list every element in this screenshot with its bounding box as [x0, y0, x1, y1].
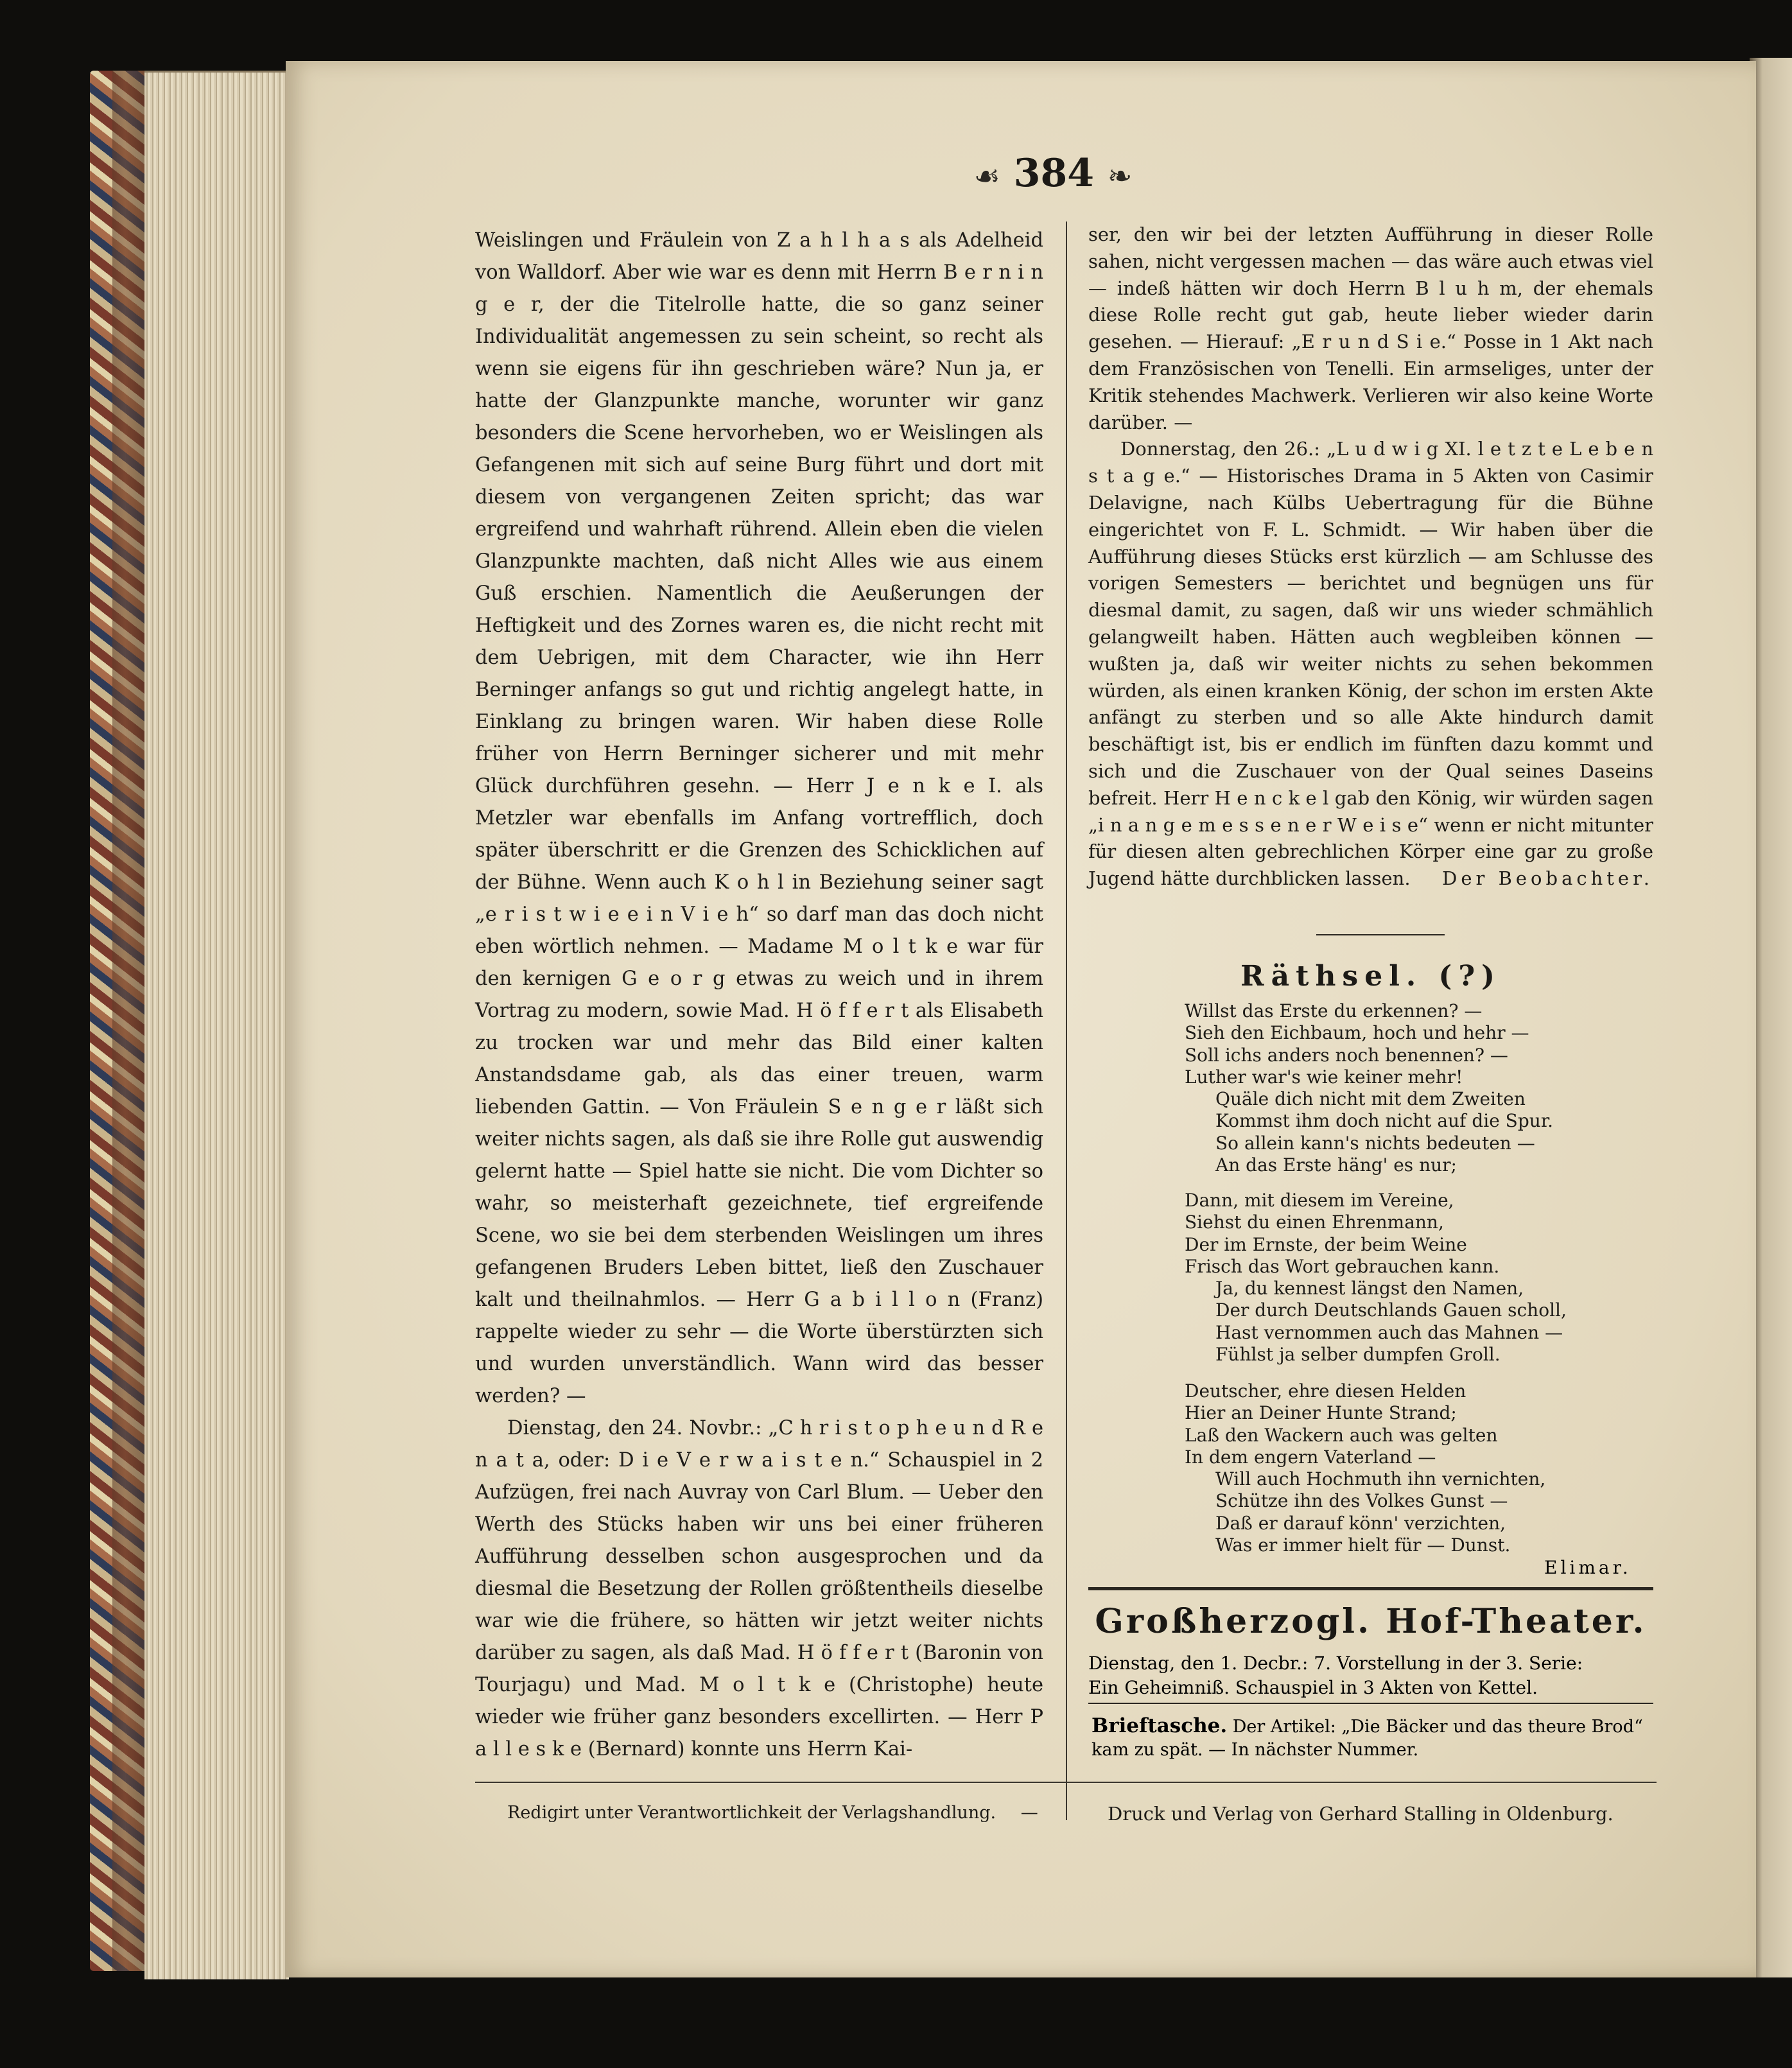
poem-line: Kommst ihm doch nicht auf die Spur.: [1215, 1110, 1554, 1132]
section-rule: [1316, 934, 1445, 935]
poem-line: In dem engern Vaterland —: [1185, 1446, 1436, 1468]
right-column-paragraph: Donnerstag, den 26.: „L u d w i g XI. l e t z t e L e b e n s t a g e.“ — Historisches Drama in 5 Akten von Casimir Delavigne, nach Külbs Uebertragung für die Bühne eingerichtet von F. L. Schmidt. — Wir haben über die Aufführung dieses Stücks erst kürzlich — am Schlusse des vorigen Semesters — berichtet und begnügen uns für diesmal damit, zu sagen, daß wir uns wieder schmählich gelangweilt haben. Hätten auch wegbleiben können — wußten ja, daß wir weiter nichts zu sehen bekommen würden, als einen kranken König, der schon im ersten Akte anfängt zu sterben und so alle Akte hindurch damit beschäftigt ist, bis er endlich im fünften dazu kommt und sich und die Zuschauer von der Qual seines Daseins befreit. Herr H e n c k e l gab den König, wir würden sagen „i n a n g e m e s s e n e r W e i s e“ wenn er nicht mitunter für diesen alten gebrechlichen Körper eine gar zu große Jugend hätte durchblicken lassen.: [1088, 438, 1653, 890]
briefkasten-text: Der Artikel: „Die Bäcker und das theure Brod“ kam zu spät. — In nächster Nummer.: [1092, 1717, 1643, 1760]
page-number: 384: [1013, 151, 1094, 196]
footer-dash: —: [1020, 1803, 1038, 1823]
footer-publisher: Druck und Verlag von Gerhard Stalling in Oldenburg.: [1108, 1803, 1614, 1825]
footer-editor-text: Redigirt unter Verantwortlichkeit der Verlagshandlung.: [507, 1803, 996, 1823]
right-column-paragraph: ser, den wir bei der letzten Aufführung in dieser Rolle sahen, nicht vergessen machen — das wäre auch etwas viel — indeß hätten wir doch Herrn B l u h m, der ehemals diese Rolle recht gut gab, heute lieber wieder darin gesehen. — Hierauf: „E r u n d S i e.“ Posse in 1 Akt nach dem Französischen von Tenelli. Ein armseliges, unter der Kritik stehendes Machwerk. Verlieren wir also keine Worte darüber. —: [1088, 223, 1653, 433]
briefkasten-label: Brieftasche.: [1092, 1714, 1228, 1737]
poem-line: Der durch Deutschlands Gauen scholl,: [1215, 1299, 1567, 1321]
riddle-stanza-3: [1185, 1380, 1545, 1556]
poem-line: Fühlst ja selber dumpfen Groll.: [1215, 1344, 1501, 1366]
theater-line: Ein Geheimniß. Schauspiel in 3 Akten von Kettel.: [1088, 1677, 1538, 1698]
poem-line: So allein kann's nichts bedeuten —: [1215, 1132, 1535, 1154]
poem-line: Sieh den Eichbaum, hoch und hehr —: [1185, 1022, 1529, 1044]
poem-line: An das Erste häng' es nur;: [1215, 1154, 1457, 1176]
book-spine-band: [112, 71, 144, 1971]
page-block-edges: [144, 71, 289, 1979]
ornament-right-icon: ❧: [1107, 159, 1133, 193]
poem-line: Willst das Erste du erkennen? —: [1185, 1000, 1483, 1021]
left-column-paragraph: Dienstag, den 24. Novbr.: „C h r i s t o p h e u n d R e n a t a, oder: D i e V e r w a i s t e n.“ Schauspiel in 2 Aufzügen, frei nach Auvray von Carl Blum. — Ueber den Werth des Stücks haben wir uns bei einer früheren Aufführung desselben schon ausgesprochen und da diesmal die Besetzung der Rollen größtentheils dieselbe war wie die frühere, so hätten wir jetzt weiter nichts darüber zu sagen, als daß Mad. H ö f f e r t (Baronin von Tourjagu) und Mad. M o l t k e (Christophe) heute wieder wie früher ganz besonders excellirten. — Herr P a l l e s k e (Bernard) konnte uns Herrn Kai-: [475, 1417, 1043, 1760]
poem-line: Was er immer hielt für — Dunst.: [1215, 1534, 1511, 1556]
ornament-left-icon: ☙: [973, 159, 1000, 193]
theater-listing: [1088, 1651, 1653, 1700]
poem-line: Ja, du kennest längst den Namen,: [1215, 1278, 1524, 1299]
column-divider: [1066, 222, 1067, 1820]
theater-line: Dienstag, den 1. Decbr.: 7. Vorstellung in der 3. Serie:: [1088, 1653, 1583, 1674]
right-column: [1088, 222, 1653, 892]
poem-line: Der im Ernste, der beim Weine: [1185, 1233, 1467, 1255]
poem-line: Luther war's wie keiner mehr!: [1185, 1066, 1463, 1088]
poem-line: Schütze ihn des Volkes Gunst —: [1215, 1490, 1508, 1512]
poem-line: Dann, mit diesem im Vereine,: [1185, 1190, 1454, 1211]
review-signature: Der Beobachter.: [1442, 867, 1653, 889]
briefkasten: [1092, 1714, 1657, 1762]
poem-line: Soll ichs anders noch benennen? —: [1185, 1044, 1508, 1066]
poem-line: Hier an Deiner Hunte Strand;: [1185, 1402, 1457, 1424]
riddle-stanza-2: [1185, 1190, 1567, 1366]
riddle-signature: Elimar.: [1544, 1557, 1631, 1578]
poem-line: Quäle dich nicht mit dem Zweiten: [1215, 1088, 1526, 1110]
riddle-stanza-1: [1185, 1000, 1553, 1176]
poem-line: Siehst du einen Ehrenmann,: [1185, 1212, 1444, 1233]
left-column-paragraph: Weislingen und Fräulein von Z a h l h a s als Adelheid von Walldorf. Aber wie war es denn mit Herrn B e r n i n g e r, der die Titelrolle hatte, die so ganz seiner Individualität angemessen zu sein scheint, so recht als wenn sie eigens für ihn geschrieben wäre? Nun ja, er hatte der Glanzpunkte manche, worunter wir ganz besonders die Scene hervorheben, wo er Weislingen als Gefangenen mit sich auf seine Burg führt und dort mit diesem von vergangenen Zeiten spricht; das war ergreifend und wahrhaft rührend. Allein eben die vielen Glanzpunkte machten, daß nicht Alles wie aus einem Guß erschien. Namentlich die Aeußerungen der Heftigkeit und des Zornes waren es, die nicht recht mit dem Uebrigen, mit dem Character, wie ihn Herr Berninger anfangs so gut und richtig angelegt hatte, in Einklang zu bringen waren. Wir haben diese Rolle früher von Herrn Berninger sicherer und mit mehr Glück durchführen gesehn. — Herr J e n k e I. als Metzler war ebenfalls im Anfang vortrefflich, doch später überschritt er die Grenzen des Schicklichen auf der Bühne. Wenn auch K o h l in Beziehung seiner sagt „e r i s t w i e e i n V i e h“ so darf man das doch nicht eben wörtlich nehmen. — Madame M o l t k e war für den kernigen G e o r g etwas zu weich und in ihrem Vortrag zu modern, sowie Mad. H ö f f e r t als Elisabeth zu trocken war und mehr das Bild einer kalten Anstandsdame gab, als das einer treuen, warm liebenden Gattin. — Von Fräulein S e n g e r läßt sich weiter nichts sagen, als daß sie ihre Rolle gut auswendig gelernt hatte — Spiel hatte sie nicht. Die vom Dichter so wahr, so meisterhaft gezeichnete, tief ergreifende Scene, wo sie bei dem sterbenden Weislingen um ihres gefangenen Bruders Leben bittet, ließ den Zuschauer kalt und theilnahmlos. — Herr G a b i l l o n (Franz) rappelte wieder zu sehr — die Worte überstürzten sich und wurden unverständlich. Wann wird das besser werden? —: [475, 229, 1043, 1407]
footer-editor-note: [507, 1803, 1038, 1823]
poem-line: Laß den Wackern auch was gelten: [1185, 1424, 1498, 1446]
poem-line: Hast vernommen auch das Mahnen —: [1215, 1321, 1563, 1343]
poem-line: Will auch Hochmuth ihn vernichten,: [1215, 1468, 1546, 1490]
theater-title: Großherzogl. Hof-Theater.: [1095, 1602, 1647, 1641]
poem-line: Deutscher, ehre diesen Helden: [1185, 1380, 1466, 1402]
poem-line: Daß er darauf könn' verzichten,: [1215, 1512, 1506, 1534]
page-header: [918, 151, 1188, 196]
riddle-title: Räthsel. (?): [1240, 960, 1501, 993]
poem-line: Frisch das Wort gebrauchen kann.: [1185, 1255, 1500, 1277]
left-column: [475, 225, 1043, 1766]
footer-rule: [475, 1782, 1657, 1783]
double-rule: [1088, 1587, 1653, 1590]
section-rule: [1088, 1703, 1653, 1704]
